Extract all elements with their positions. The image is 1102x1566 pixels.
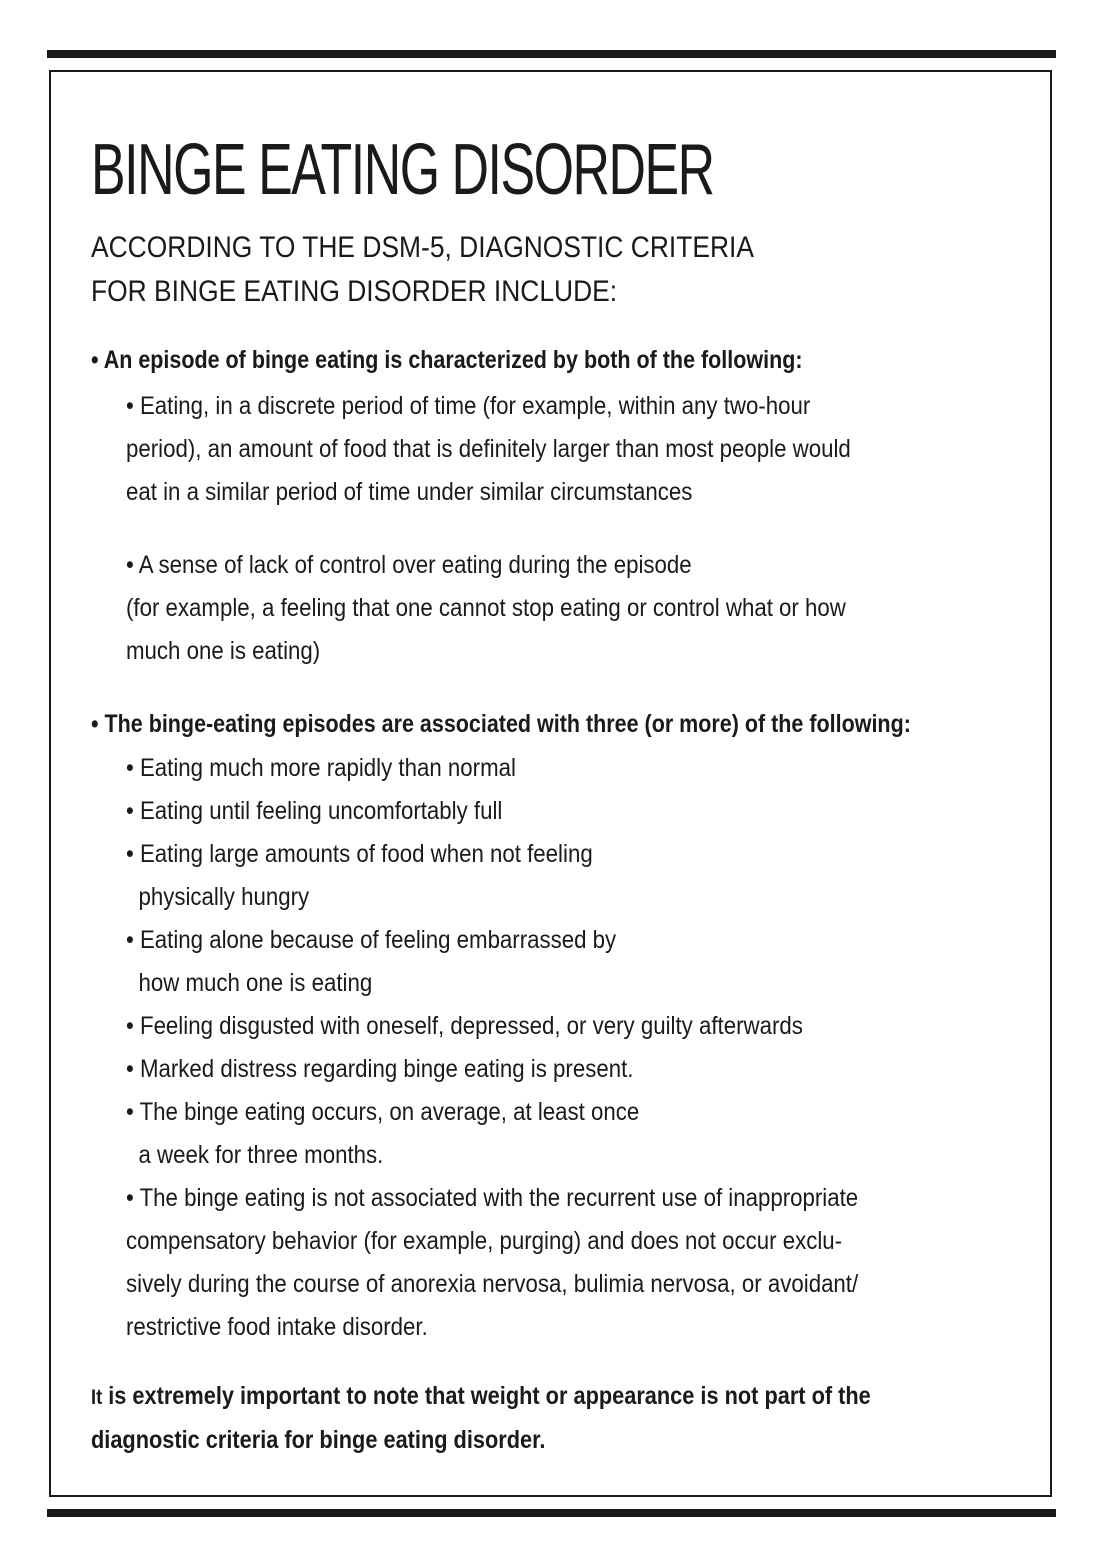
note-line-2: diagnostic criteria for binge eating disorder. — [91, 1426, 546, 1454]
criteria-item-continuation: how much one is eating — [138, 969, 373, 997]
section-1-item-2 — [126, 544, 846, 673]
section-1-heading: • An episode of binge eating is characterized by both of the following: — [91, 346, 803, 374]
page-title: BINGE EATING DISORDER — [91, 130, 714, 210]
closing-note — [91, 1375, 871, 1462]
criteria-item-continuation: restrictive food intake disorder. — [126, 1313, 428, 1341]
criteria-item: • Eating much more rapidly than normal — [126, 754, 516, 782]
criteria-item: • The binge eating occurs, on average, at least once — [126, 1098, 640, 1126]
criteria-item-continuation: compensatory behavior (for example, purging) and does not occur exclu- — [126, 1227, 843, 1255]
section-1-item-1 — [126, 385, 851, 514]
top-rule — [47, 50, 1056, 58]
subtitle-line-2: FOR BINGE EATING DISORDER INCLUDE: — [91, 275, 618, 308]
section-2-heading: • The binge-eating episodes are associated with three (or more) of the following: — [91, 710, 911, 738]
criteria-item: • Feeling disgusted with oneself, depressed, or very guilty afterwards — [126, 1012, 803, 1040]
item-line: (for example, a feeling that one cannot stop eating or control what or how — [126, 594, 846, 622]
note-prefix: It — [91, 1386, 103, 1409]
note-line-1 — [91, 1375, 871, 1419]
item-line: eat in a similar period of time under similar circumstances — [126, 478, 693, 506]
page-subtitle — [91, 226, 754, 314]
criteria-item-continuation: sively during the course of anorexia nervosa, bulimia nervosa, or avoidant/ — [126, 1270, 859, 1298]
section-2-items — [126, 747, 858, 1349]
criteria-item: • Eating alone because of feeling embarrassed by — [126, 926, 617, 954]
criteria-item: • The binge eating is not associated with the recurrent use of inappropriate — [126, 1184, 859, 1212]
criteria-item: • Eating until feeling uncomfortably full — [126, 797, 503, 825]
bottom-rule — [47, 1509, 1056, 1517]
item-line: much one is eating) — [126, 637, 321, 665]
criteria-item-continuation: a week for three months. — [138, 1141, 384, 1169]
note-line-1-text: is extremely important to note that weight or appearance is not part of the — [102, 1382, 871, 1410]
criteria-item: • Marked distress regarding binge eating is present. — [126, 1055, 634, 1083]
subtitle-line-1: ACCORDING TO THE DSM-5, DIAGNOSTIC CRITERIA — [91, 231, 755, 264]
criteria-item-continuation: physically hungry — [138, 883, 310, 911]
item-line: • Eating, in a discrete period of time (for example, within any two-hour — [126, 392, 811, 420]
item-line: period), an amount of food that is definitely larger than most people would — [126, 435, 851, 463]
item-line: • A sense of lack of control over eating during the episode — [126, 551, 692, 579]
criteria-item: • Eating large amounts of food when not feeling — [126, 840, 593, 868]
